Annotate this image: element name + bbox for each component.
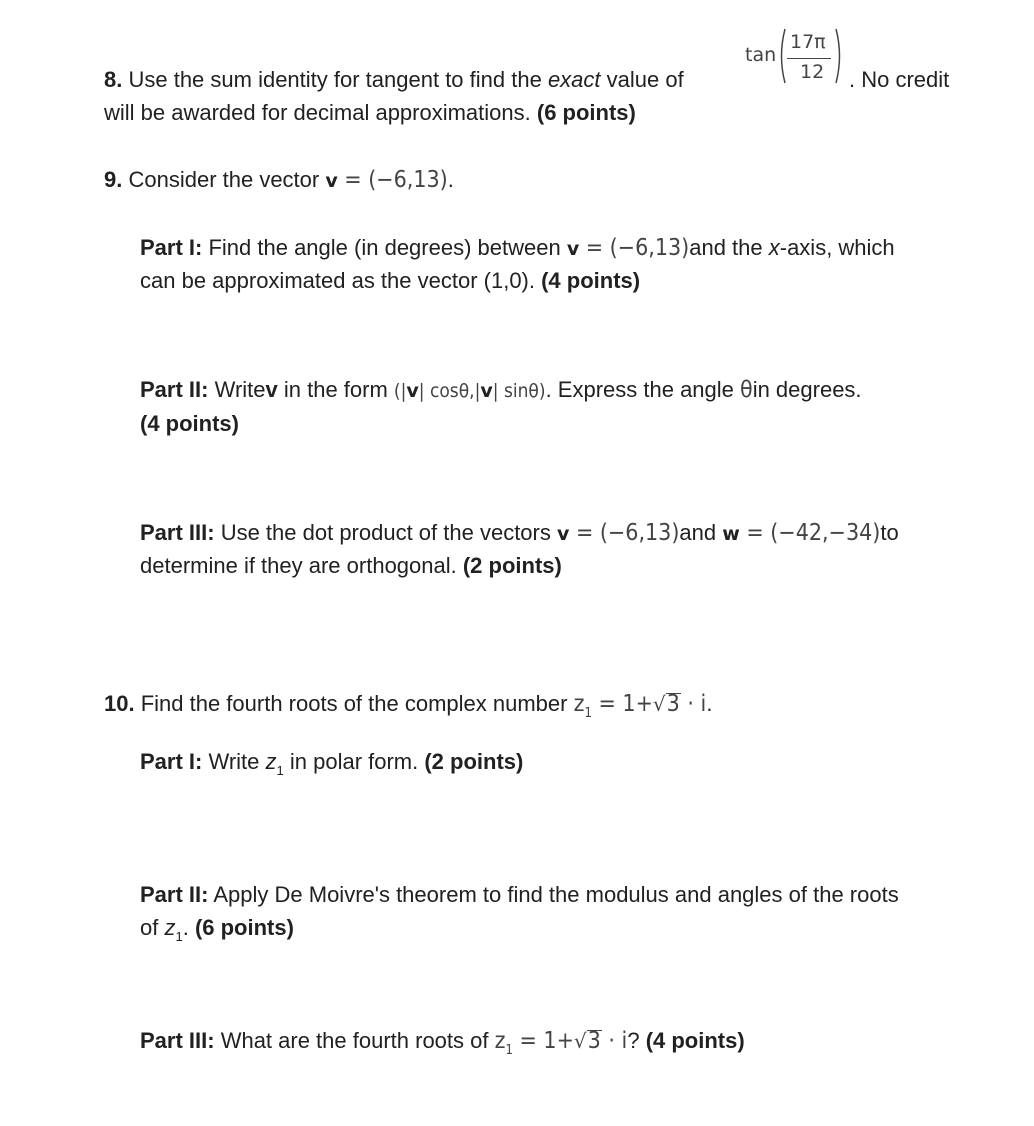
vector-v-value: = (−6,13) bbox=[569, 520, 680, 546]
q8-line2-text: will be awarded for decimal approximations. bbox=[104, 100, 537, 125]
x-variable: x bbox=[768, 235, 780, 260]
part-label: Part I: bbox=[140, 749, 203, 774]
fraction-bar bbox=[787, 58, 831, 59]
q8-line1 bbox=[104, 66, 684, 94]
part-text: . bbox=[182, 915, 195, 940]
q8-points: (6 points) bbox=[536, 100, 636, 125]
q9-line bbox=[104, 166, 454, 195]
q10-part2-line1 bbox=[140, 881, 899, 909]
q9-number: 9. bbox=[104, 167, 123, 192]
part-points: (6 points) bbox=[194, 915, 294, 940]
part-text: to bbox=[880, 520, 899, 545]
q10-part1-line bbox=[140, 748, 523, 779]
part-points: (2 points) bbox=[424, 749, 524, 774]
z-subscript: 1 bbox=[175, 929, 183, 944]
part-text: can be approximated as the vector (1,0). bbox=[140, 268, 542, 293]
vector-w: w bbox=[722, 523, 740, 545]
theta-symbol: θ bbox=[740, 377, 753, 403]
vector-v-value: = (−6,13) bbox=[579, 235, 690, 261]
q10-period: . bbox=[706, 691, 713, 716]
vector-v: v bbox=[566, 238, 580, 260]
q9-part2-line1 bbox=[140, 376, 862, 405]
vector-v: v bbox=[325, 170, 338, 192]
form-cos: cosθ, bbox=[424, 380, 475, 402]
question-mark: ? bbox=[627, 1028, 640, 1053]
sqrt-sign: √ bbox=[652, 692, 666, 716]
part-label: Part II: bbox=[140, 882, 209, 907]
tan-numerator: 17π bbox=[790, 31, 826, 53]
q9-part1-line2 bbox=[140, 267, 640, 295]
part-text: Find the angle (in degrees) between bbox=[202, 235, 567, 260]
part-text: and the bbox=[689, 235, 769, 260]
q9-part3-line1 bbox=[140, 519, 899, 548]
vector-w-value: = (−42,−34) bbox=[739, 520, 881, 546]
part-points: (4 points) bbox=[541, 268, 641, 293]
part-text: What are the fourth roots of bbox=[214, 1028, 495, 1053]
part-label: Part III: bbox=[140, 1028, 215, 1053]
vector-v-value: = (−6,13) bbox=[337, 167, 448, 193]
part-points: (2 points) bbox=[462, 553, 562, 578]
vector-v: v bbox=[480, 380, 493, 402]
z-subscript: 1 bbox=[505, 1043, 513, 1058]
sqrt-arg: 3 bbox=[587, 1028, 601, 1054]
i-part: · i bbox=[687, 691, 707, 717]
complex-z1 bbox=[573, 691, 707, 721]
form-open: ( bbox=[393, 380, 401, 402]
q8-line2 bbox=[104, 99, 636, 127]
vector-v: v bbox=[406, 380, 419, 402]
sqrt-arg: 3 bbox=[666, 691, 680, 717]
q10-part2-line2 bbox=[140, 914, 294, 945]
part-text: of bbox=[140, 915, 165, 940]
part-text: Use the dot product of the vectors bbox=[214, 520, 557, 545]
part-points: (4 points) bbox=[140, 411, 239, 436]
part-text: Write bbox=[202, 749, 266, 774]
part-label: Part II: bbox=[140, 377, 209, 402]
part-text: -axis, which bbox=[779, 235, 895, 260]
z-variable: z bbox=[164, 915, 176, 940]
q8-number: 8. bbox=[104, 67, 123, 92]
q10-part3-line bbox=[140, 1027, 745, 1059]
vector-v: v bbox=[557, 523, 570, 545]
complex-z1 bbox=[494, 1028, 628, 1058]
q10-number: 10. bbox=[104, 691, 135, 716]
q8-text-after: value of bbox=[600, 67, 684, 92]
eq: = 1+ bbox=[512, 1028, 574, 1054]
sqrt-sign: √ bbox=[573, 1029, 587, 1053]
z-subscript: 1 bbox=[276, 763, 284, 778]
part-text: Apply De Moivre's theorem to find the modulus and angles of the roots bbox=[208, 882, 899, 907]
q9-part1-line1 bbox=[140, 234, 895, 263]
q8-exact: exact bbox=[547, 67, 601, 92]
eq: = 1+ bbox=[591, 691, 653, 717]
i-part: · i bbox=[608, 1028, 628, 1054]
form-expression: (|v| cosθ,|v| sinθ) bbox=[393, 380, 546, 402]
form-sin: sinθ) bbox=[498, 380, 546, 402]
part-text: in the form bbox=[277, 377, 394, 402]
part-text: . Express the angle bbox=[545, 377, 741, 402]
z-variable: z bbox=[265, 749, 277, 774]
q10-line bbox=[104, 690, 712, 722]
part-text: in polar form. bbox=[283, 749, 425, 774]
q9-intro: Consider the vector bbox=[122, 167, 326, 192]
z-subscript: 1 bbox=[584, 706, 592, 721]
part-text: determine if they are orthogonal. bbox=[140, 553, 463, 578]
part-points: (4 points) bbox=[645, 1028, 745, 1053]
q8-text: Use the sum identity for tangent to find the bbox=[122, 67, 548, 92]
part-text: in degrees. bbox=[752, 377, 862, 402]
right-paren bbox=[834, 28, 844, 84]
part-text: and bbox=[679, 520, 723, 545]
q10-intro: Find the fourth roots of the complex number bbox=[134, 691, 574, 716]
q8-trailing: . No credit bbox=[849, 67, 950, 92]
part-label: Part III: bbox=[140, 520, 215, 545]
tan-function: tan bbox=[745, 44, 777, 66]
vector-v-inline: v bbox=[265, 377, 278, 402]
q9-period: . bbox=[447, 167, 454, 192]
part-label: Part I: bbox=[140, 235, 203, 260]
q9-part2-line2 bbox=[140, 410, 239, 438]
left-paren bbox=[777, 28, 787, 84]
part-text: Write bbox=[208, 377, 266, 402]
z: z bbox=[494, 1028, 506, 1054]
q9-part3-line2 bbox=[140, 552, 562, 580]
tan-denominator: 12 bbox=[800, 61, 825, 83]
z: z bbox=[573, 691, 585, 717]
